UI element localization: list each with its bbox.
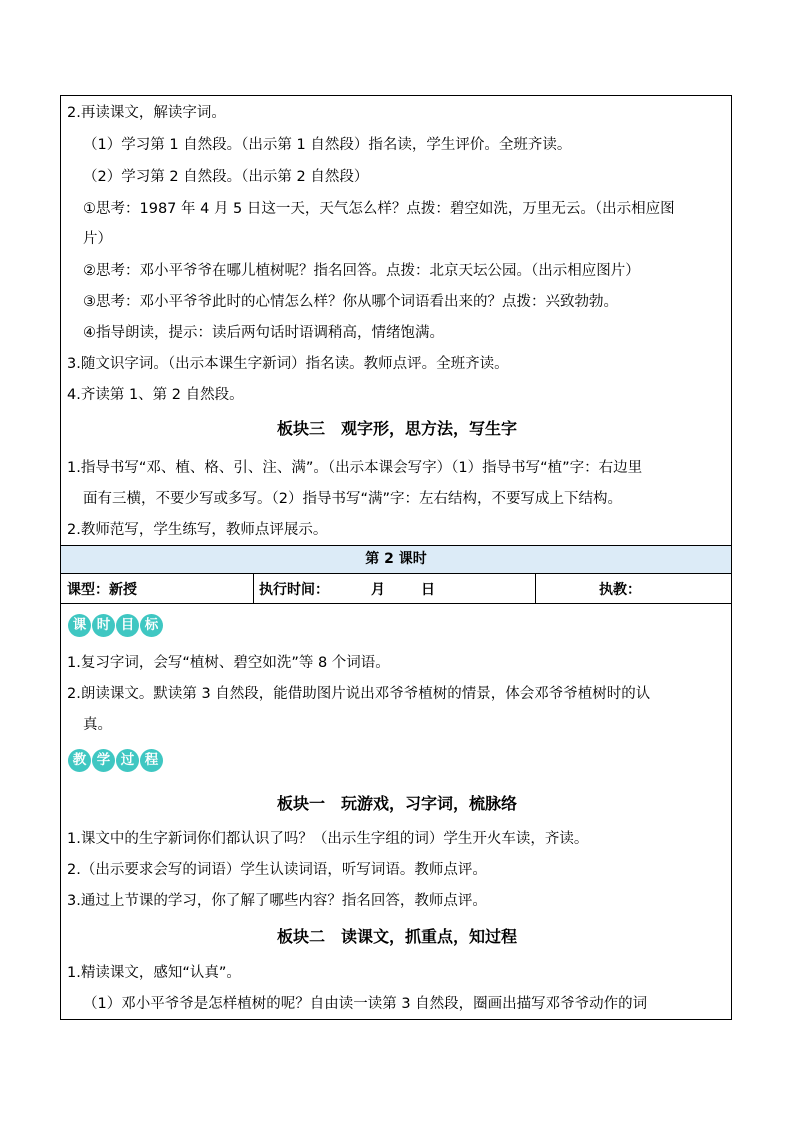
block1-step-1: 1.课文中的生字新词你们都认识了吗？（出示生字组的词）学生开火车读，齐读。 [67, 831, 589, 847]
teacher-demo: 2.教师范写，学生练写，教师点评展示。 [67, 522, 328, 538]
teacher-label: 执教： [599, 582, 641, 598]
writing-guidance-cont: 面有三横，不要少写或多写。（2）指导书写“满”字：左右结构，不要写成上下结构。 [83, 491, 622, 507]
divider [61, 603, 731, 604]
block2-step-1: 1.精读课文，感知“认真”。 [67, 965, 241, 981]
goal-1: 1.复习字词，会写“植树、碧空如洗”等 8 个词语。 [67, 655, 390, 671]
execution-time-label: 执行时间： [259, 582, 329, 598]
step-paragraph-1: （1）学习第 1 自然段。（出示第 1 自然段）指名读，学生评价。全班齐读。 [83, 137, 572, 153]
block2-title: 板块二 读课文，抓重点，知过程 [276, 927, 517, 946]
step-vocab: 3.随文识字词。（出示本课生字新词）指名读。教师点评。全班齐读。 [67, 356, 509, 372]
lesson-type: 课型：新授 [67, 582, 137, 598]
block1-step-3: 3.通过上节课的学习，你了解了哪些内容？指名回答，教师点评。 [67, 893, 487, 909]
block1-title: 板块一 玩游戏，习字词，梳脉络 [276, 794, 517, 813]
question-location: ②思考：邓小平爷爷在哪儿植树呢？指名回答。点拨：北京天坛公园。（出示相应图片） [83, 263, 640, 279]
goal-2: 2.朗读课文。默读第 3 自然段，能借助图片说出邓爷爷植树的情景，体会邓爷爷植树时的认 [67, 686, 651, 702]
block1-step-2: 2.（出示要求会写的词语）学生认读词语，听写词语。教师点评。 [67, 862, 487, 878]
reading-guidance: ④指导朗读，提示：读后两句话时语调稍高，情绪饱满。 [83, 325, 444, 341]
lesson-goals-badge: 课 时 目 标 [68, 614, 163, 637]
teaching-process-badge: 教 学 过 程 [68, 749, 163, 772]
step-read-aloud: 4.齐读第 1、第 2 自然段。 [67, 387, 244, 403]
question-mood: ③思考：邓小平爷爷此时的心情怎么样？你从哪个词语看出来的？点拨：兴致勃勃。 [83, 294, 618, 310]
step-reread: 2.再读课文，解读字词。 [67, 105, 226, 121]
goal-2-cont: 真。 [83, 717, 112, 733]
column-divider [253, 573, 254, 603]
month-label: 月 [371, 582, 385, 598]
question-weather-cont: 片） [83, 231, 112, 247]
writing-guidance: 1.指导书写“邓、植、格、引、注、满”。（出示本课会写字）（1）指导书写“植”字：右边里 [67, 460, 643, 476]
step-paragraph-2: （2）学习第 2 自然段。（出示第 2 自然段） [83, 169, 369, 185]
divider [61, 573, 731, 574]
lesson-2-title: 第 2 课时 [365, 551, 427, 567]
day-label: 日 [421, 582, 435, 598]
column-divider [535, 573, 536, 603]
question-weather: ①思考：1987 年 4 月 5 日这一天，天气怎么样？点拨：碧空如洗，万里无云。（出示相应图 [83, 201, 675, 217]
block3-title: 板块三 观字形，思方法，写生字 [276, 419, 517, 438]
block2-question: （1）邓小平爷爷是怎样植树的呢？自由读一读第 3 自然段，圈画出描写邓爷爷动作的词 [83, 996, 648, 1012]
lesson-plan-table [60, 95, 732, 1020]
